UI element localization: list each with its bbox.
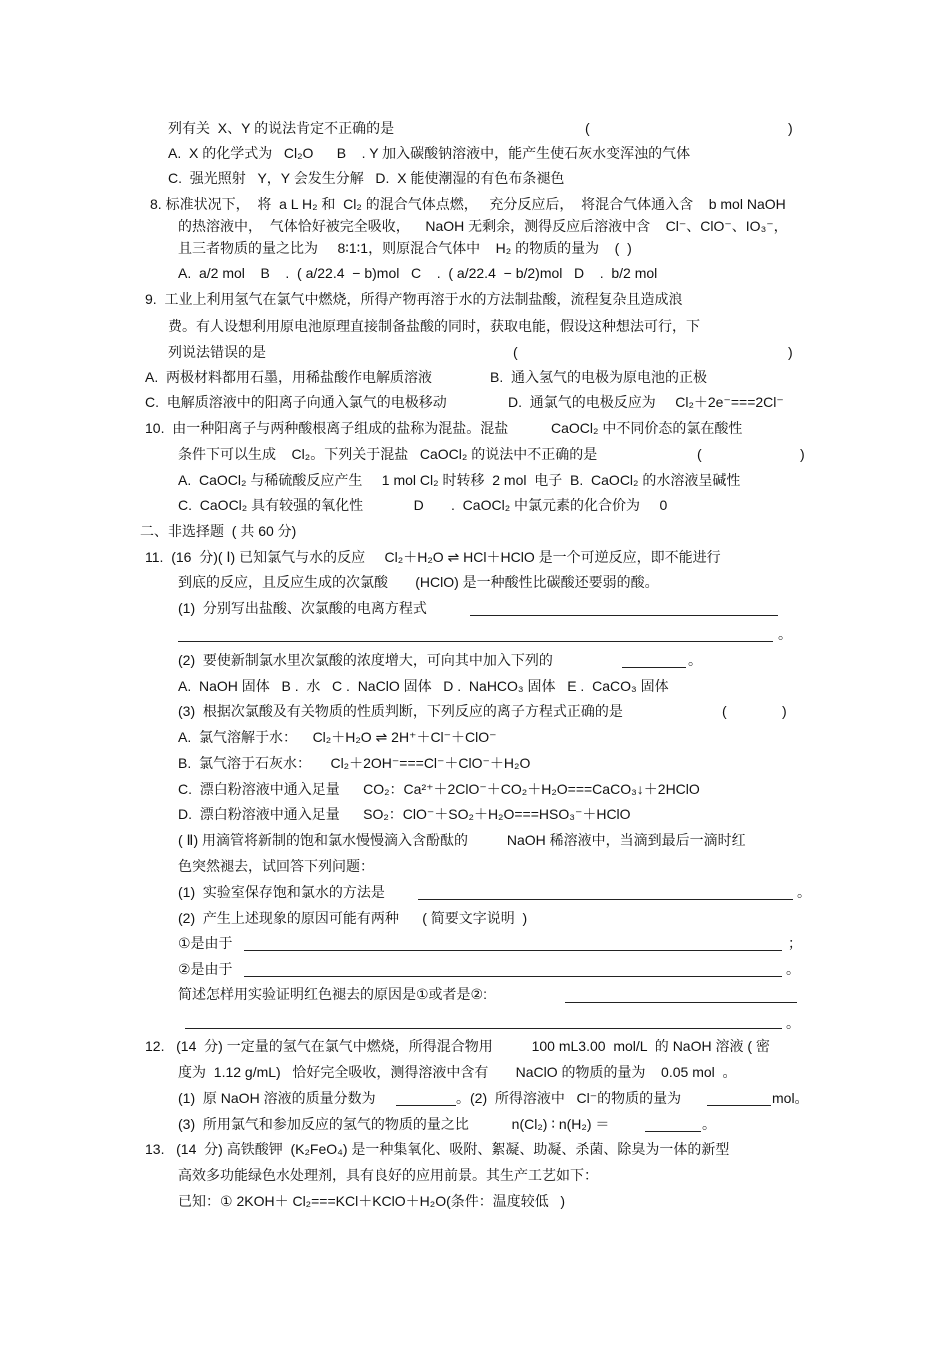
q12-part2: 。(2) 所得溶液中 Cl⁻的物质的量为 bbox=[456, 1090, 682, 1106]
q11-part3-paren-close: ) bbox=[782, 703, 787, 719]
q11-reason2-label: ②是由于 bbox=[178, 961, 233, 977]
q11-line1: 11. (16 分)( Ⅰ) 已知氯气与水的反应 Cl₂＋H₂O ⇌ HCl＋HClO 是一个可逆反应，即不能进行 bbox=[145, 549, 721, 565]
q11-part2-intro-line1: ( Ⅱ) 用滴管将新制的饱和氯水慢慢滴入含酚酞的 NaOH 稀溶液中，当滴到最后一滴时红 bbox=[178, 832, 746, 848]
q11-part2-answer-blank[interactable] bbox=[622, 653, 686, 668]
q9-answer-paren-close: ) bbox=[788, 344, 793, 360]
q7-answer-paren-close: ) bbox=[788, 120, 793, 136]
q11-part3-option-c: C. 漂白粉溶液中通入足量 CO₂：Ca²⁺＋2ClO⁻＋CO₂＋H₂O===CaCO₃↓＋2HClO bbox=[178, 781, 700, 797]
q11-reason1-label: ①是由于 bbox=[178, 935, 233, 951]
q11-ii-question1: (1) 实验室保存饱和氯水的方法是 bbox=[178, 884, 385, 900]
q9-answer-paren-open: ( bbox=[513, 344, 518, 360]
q12-part3: (3) 所用氯气和参加反应的氢气的物质的量之比 n(Cl₂) ∶ n(H₂) ＝ bbox=[178, 1116, 610, 1132]
q11-explain: 简述怎样用实验证明红色褪去的原因是①或者是②: bbox=[178, 986, 487, 1002]
q10-options-cd: C. CaOCl₂ 具有较强的氧化性 D . CaOCl₂ 中氯元素的化合价为 0 bbox=[178, 497, 668, 513]
q9-line1: 9. 工业上利用氢气在氯气中燃烧，所得产物再溶于水的方法制盐酸，流程复杂且造成浪 bbox=[145, 291, 683, 307]
q12-part1: (1) 原 NaOH 溶液的质量分数为 bbox=[178, 1090, 376, 1106]
q12-part2-blank[interactable] bbox=[707, 1091, 771, 1106]
q11-part3: (3) 根据次氯酸及有关物质的性质判断，下列反应的离子方程式正确的是 bbox=[178, 703, 623, 719]
q11-part2-intro-line2: 色突然褪去，试回答下列问题： bbox=[178, 858, 374, 874]
q12-part3-blank[interactable] bbox=[645, 1117, 701, 1132]
q9-line3: 列说法错误的是 bbox=[168, 344, 266, 360]
q13-line1: 13. (14 分) 高铁酸钾 (K₂FeO₄) 是一种集氧化、吸附、絮凝、助凝、杀菌、除臭为一体的新型 bbox=[145, 1141, 730, 1157]
q7-options-cd: C. 强光照射 Y，Y 会发生分解 D. X 能使潮湿的有色布条褪色 bbox=[168, 170, 565, 186]
q11-part1-period: 。 bbox=[778, 626, 792, 642]
q11-part2-options: A. NaOH 固体 B . 水 C . NaClO 固体 D . NaHCO₃ 固体 E . CaCO₃ 固体 bbox=[178, 678, 669, 694]
q11-reason1-semicolon: ； bbox=[788, 935, 802, 951]
q8-line2: 的热溶液中， 气体恰好被完全吸收， NaOH 无剩余，测得反应后溶液中含 Cl⁻、ClO⁻、IO₃⁻， bbox=[178, 218, 788, 234]
q10-answer-paren-open: ( bbox=[697, 446, 702, 462]
q9-option-c: C. 电解质溶液中的阳离子向通入氯气的电极移动 bbox=[145, 394, 447, 410]
q11-ii-question1-blank[interactable] bbox=[418, 885, 793, 900]
q11-reason1-blank[interactable] bbox=[244, 936, 782, 951]
q9-line2: 费。有人设想利用原电池原理直接制备盐酸的同时，获取电能，假设这种想法可行，下 bbox=[168, 318, 700, 334]
q11-part1: (1) 分别写出盐酸、次氯酸的电离方程式 bbox=[178, 600, 427, 616]
q12-line1: 12. (14 分) 一定量的氢气在氯气中燃烧，所得混合物用 100 mL3.00 mol/L 的 NaOH 溶液 ( 密 bbox=[145, 1038, 770, 1054]
q11-reason2-blank[interactable] bbox=[244, 962, 782, 977]
q11-explain-blank-2[interactable] bbox=[185, 1014, 782, 1029]
q9-option-b: B. 通入氢气的电极为原电池的正极 bbox=[490, 369, 708, 385]
q9-option-d: D. 通氯气的电极反应为 Cl₂＋2e⁻===2Cl⁻ bbox=[508, 394, 784, 410]
q10-options-ab: A. CaOCl₂ 与稀硫酸反应产生 1 mol Cl₂ 时转移 2 mol 电子 B. CaOCl₂ 的水溶液呈碱性 bbox=[178, 472, 741, 488]
q13-line3: 已知：① 2KOH＋ Cl₂===KCl＋KClO＋H₂O(条件：温度较低 ) bbox=[178, 1193, 566, 1209]
q11-explain-blank[interactable] bbox=[565, 988, 797, 1003]
q12-line2: 度为 1.12 g/mL) 恰好完全吸收，测得溶液中含有 NaClO 的物质的量为 0.05 mol 。 bbox=[178, 1064, 737, 1080]
q11-reason2-period: 。 bbox=[786, 961, 800, 977]
q11-part1-answer-blank-2[interactable] bbox=[178, 627, 773, 642]
q12-part3-period: 。 bbox=[702, 1116, 716, 1132]
q11-line2: 到底的反应，且反应生成的次氯酸 (HClO) 是一种酸性比碳酸还要弱的酸。 bbox=[178, 574, 659, 590]
q11-part1-answer-blank[interactable] bbox=[470, 601, 778, 616]
section-heading: 二、非选择题 ( 共 60 分) bbox=[140, 523, 297, 539]
q8-line3: 且三者物质的量之比为 8∶1∶1，则原混合气体中 H₂ 的物质的量为 ( ) bbox=[178, 240, 632, 256]
q11-part3-option-a: A. 氯气溶解于水： Cl₂＋H₂O ⇌ 2H⁺＋Cl⁻＋ClO⁻ bbox=[178, 729, 497, 745]
q11-part3-paren-open: ( bbox=[722, 703, 727, 719]
q10-line2: 条件下可以生成 Cl₂。下列关于混盐 CaOCl₂ 的说法中不正确的是 bbox=[178, 446, 598, 462]
q8-options: A. a/2 mol B . ( a/22.4 − b)mol C . ( a/22.4 − b/2)mol D . b/2 mol bbox=[178, 265, 658, 281]
q7-stem: 列有关 X、Y 的说法肯定不正确的是 bbox=[168, 120, 395, 136]
q12-part2-unit: mol。 bbox=[772, 1090, 809, 1106]
q11-part2: (2) 要使新制氯水里次氯酸的浓度增大，可向其中加入下列的 bbox=[178, 652, 553, 668]
q9-option-a: A. 两极材料都用石墨，用稀盐酸作电解质溶液 bbox=[145, 369, 433, 385]
q10-answer-paren-close: ) bbox=[800, 446, 805, 462]
q11-part2-period: 。 bbox=[688, 652, 702, 668]
q8-line1: 8. 标准状况下， 将 a L H₂ 和 Cl₂ 的混合气体点燃， 充分反应后， 将混合气体通入含 b mol NaOH bbox=[150, 196, 786, 212]
q7-options-ab: A. X 的化学式为 Cl₂O B . Y 加入碳酸钠溶液中，能产生使石灰水变浑浊的气体 bbox=[168, 145, 691, 161]
q13-line2: 高效多功能绿色水处理剂，具有良好的应用前景。其生产工艺如下： bbox=[178, 1167, 598, 1183]
q11-part3-option-d: D. 漂白粉溶液中通入足量 SO₂：ClO⁻＋SO₂＋H₂O===HSO₃⁻＋HClO bbox=[178, 806, 631, 822]
q11-ii-question2: (2) 产生上述现象的原因可能有两种 ( 简要文字说明 ) bbox=[178, 910, 528, 926]
q12-part1-blank[interactable] bbox=[396, 1091, 456, 1106]
q7-answer-paren-open: ( bbox=[585, 120, 590, 136]
q11-part3-option-b: B. 氯气溶于石灰水： Cl₂＋2OH⁻===Cl⁻＋ClO⁻＋H₂O bbox=[178, 755, 531, 771]
q10-line1: 10. 由一种阳离子与两种酸根离子组成的盐称为混盐。混盐 CaOCl₂ 中不同价态的氯在酸性 bbox=[145, 420, 743, 436]
q11-ii-question1-period: 。 bbox=[797, 884, 811, 900]
q11-explain-period: 。 bbox=[786, 1015, 800, 1031]
